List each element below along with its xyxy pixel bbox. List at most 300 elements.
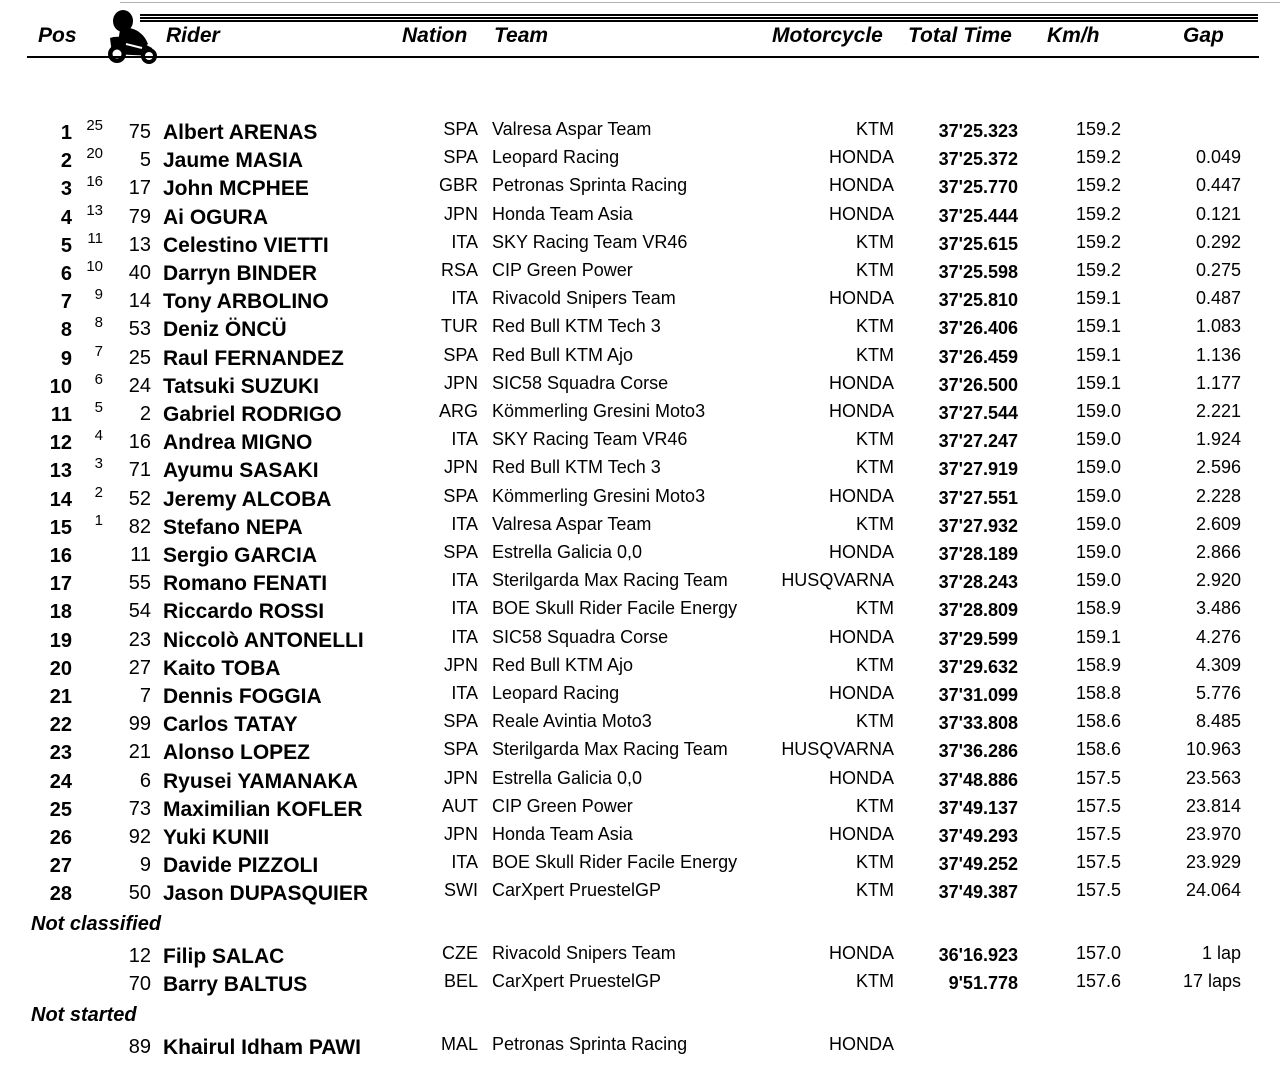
nation: SPA [443, 485, 478, 506]
position: 15 [49, 516, 72, 539]
speed-kmh: 159.0 [1075, 401, 1121, 421]
speed-kmh: 157.0 [1075, 943, 1121, 963]
column-header-gap: Gap [1183, 24, 1224, 47]
column-header-pos: Pos [38, 24, 77, 47]
team-name: Estrella Galicia 0,0 [492, 542, 643, 562]
gap: 0.292 [1195, 231, 1241, 252]
rider-number: 55 [128, 572, 151, 595]
team-name: Red Bull KTM Tech 3 [492, 457, 661, 478]
rider-name: Sergio GARCIA [163, 544, 318, 567]
gap: 2.609 [1195, 513, 1241, 534]
gap: 4.276 [1195, 626, 1241, 647]
position: 17 [49, 573, 72, 596]
rider-name: Yuki KUNII [163, 826, 270, 849]
speed-kmh: 159.1 [1075, 626, 1121, 647]
position: 28 [49, 883, 72, 906]
result-row [0, 822, 1280, 850]
position: 24 [49, 770, 72, 793]
speed-kmh: 159.1 [1075, 316, 1121, 337]
points: 3 [94, 455, 103, 473]
total-time: 37'36.286 [938, 741, 1018, 762]
total-time: 37'48.886 [938, 769, 1018, 790]
motorcycle: HONDA [828, 401, 894, 421]
motorcycle: HONDA [828, 485, 894, 506]
total-time: 37'31.099 [938, 685, 1018, 705]
nation: ITA [451, 288, 478, 309]
speed-kmh: 159.2 [1075, 175, 1121, 196]
position: 11 [50, 404, 72, 426]
position: 22 [49, 714, 72, 737]
motorcycle: KTM [856, 119, 894, 139]
team-name: Kömmerling Gresini Moto3 [492, 401, 706, 421]
nation: SPA [443, 711, 478, 732]
speed-kmh: 158.9 [1075, 598, 1121, 619]
speed-kmh: 159.1 [1075, 372, 1121, 393]
gap: 0.121 [1195, 203, 1241, 224]
speed-kmh: 159.2 [1075, 147, 1121, 168]
team-name: Petronas Sprinta Racing [492, 175, 688, 196]
team-name: Leopard Racing [492, 147, 620, 168]
rider-name: Romano FENATI [163, 572, 328, 596]
result-row [0, 625, 1280, 653]
rider-name: Dennis FOGGIA [163, 685, 322, 708]
nation: JPN [443, 654, 478, 675]
rider-name: Darryn BINDER [163, 262, 318, 285]
rider-name: John MCPHEE [163, 177, 309, 201]
nation: AUT [442, 795, 478, 816]
rider-number: 70 [128, 973, 151, 996]
nation: ARG [438, 401, 478, 421]
team-name: BOE Skull Rider Facile Energy [492, 598, 738, 619]
motorcycle: HONDA [828, 767, 894, 788]
speed-kmh: 157.5 [1075, 852, 1121, 873]
result-row [0, 941, 1280, 969]
motorcycle: KTM [856, 513, 894, 534]
speed-kmh: 159.0 [1075, 570, 1121, 591]
position: 21 [49, 686, 72, 708]
rider-name: Ryusei YAMANAKA [163, 769, 358, 793]
speed-kmh: 158.6 [1075, 739, 1121, 760]
result-row [0, 258, 1280, 286]
speed-kmh: 159.1 [1075, 288, 1121, 309]
nation: ITA [451, 598, 478, 619]
motorcycle: KTM [856, 971, 894, 992]
team-name: Valresa Aspar Team [492, 119, 652, 139]
position: 5 [60, 234, 72, 257]
speed-kmh: 158.6 [1075, 711, 1121, 732]
gap: 1.136 [1195, 344, 1241, 365]
team-name: CIP Green Power [492, 260, 633, 280]
rider-number: 5 [139, 149, 151, 172]
rider-name: Tatsuki SUZUKI [163, 374, 319, 398]
rider-number: 23 [128, 628, 151, 651]
speed-kmh: 157.5 [1075, 795, 1121, 816]
result-row [0, 343, 1280, 371]
section-not-classified: Not classified [31, 913, 162, 935]
result-row [0, 145, 1280, 173]
points: 8 [94, 314, 103, 332]
nation: SWI [444, 880, 478, 901]
team-name: Honda Team Asia [492, 203, 633, 224]
rider-name: Deniz ÖNCÜ [163, 318, 287, 342]
motorcycle: HONDA [828, 288, 894, 309]
column-header-team: Team [494, 24, 549, 47]
result-row [0, 1032, 1280, 1060]
team-name: Sterilgarda Max Racing Team [492, 739, 728, 760]
points: 1 [94, 511, 103, 529]
gap: 0.447 [1195, 175, 1241, 196]
rider-number: 71 [128, 459, 151, 482]
gap: 0.487 [1195, 288, 1241, 309]
motorcycle: KTM [856, 457, 894, 478]
rider-number: 53 [128, 318, 151, 341]
gap: 1.177 [1195, 372, 1241, 393]
motorcycle: KTM [856, 316, 894, 337]
rider-number: 50 [128, 882, 151, 905]
rider-name: Khairul Idham PAWI [163, 1036, 361, 1059]
gap: 23.814 [1185, 795, 1241, 816]
nation: SPA [443, 119, 478, 139]
rider-name: Niccolò ANTONELLI [163, 628, 364, 652]
rider-number: 6 [139, 769, 151, 792]
motorcycle: KTM [856, 711, 894, 732]
total-time: 37'29.632 [938, 656, 1018, 677]
nation: ITA [451, 852, 478, 873]
rider-number: 89 [128, 1036, 151, 1058]
team-name: Petronas Sprinta Racing [492, 1034, 688, 1054]
speed-kmh: 157.5 [1075, 880, 1121, 901]
total-time: 37'49.293 [938, 826, 1018, 846]
speed-kmh: 159.2 [1075, 260, 1121, 280]
gap: 0.049 [1195, 147, 1241, 168]
speed-kmh: 159.0 [1075, 485, 1121, 506]
result-row [0, 512, 1280, 540]
position: 25 [49, 798, 72, 821]
result-row [0, 709, 1280, 737]
rider-number: 7 [139, 685, 151, 707]
column-header-total-time: Total Time [908, 24, 1012, 47]
rider-name: Barry BALTUS [163, 973, 308, 997]
rider-number: 54 [128, 600, 151, 623]
rider-number: 11 [130, 544, 151, 566]
gap: 10.963 [1185, 739, 1241, 760]
nation: SPA [443, 739, 478, 760]
rider-name: Tony ARBOLINO [163, 290, 329, 314]
result-row [0, 737, 1280, 765]
nation: JPN [443, 372, 478, 393]
total-time: 37'27.932 [938, 515, 1018, 536]
rider-number: 9 [139, 854, 151, 877]
motorcycle: HONDA [828, 542, 894, 562]
nation: ITA [451, 626, 478, 647]
total-time: 37'33.808 [938, 713, 1018, 734]
nation: ITA [451, 429, 478, 450]
nation: CZE [442, 943, 478, 963]
result-row [0, 969, 1280, 997]
rider-name: Riccardo ROSSI [163, 600, 325, 624]
gap: 17 laps [1182, 971, 1241, 992]
rider-name: Ayumu SASAKI [163, 459, 319, 483]
rider-number: 27 [128, 656, 151, 679]
rider-name: Carlos TATAY [163, 713, 298, 737]
motorcycle: HUSQVARNA [781, 739, 894, 760]
result-row [0, 540, 1280, 568]
gap: 1 lap [1201, 943, 1241, 963]
rider-name: Kaito TOBA [163, 656, 281, 680]
gap: 2.221 [1195, 401, 1241, 421]
team-name: SKY Racing Team VR46 [492, 231, 688, 252]
rider-number: 12 [128, 945, 151, 967]
team-name: CIP Green Power [492, 795, 633, 816]
team-name: Sterilgarda Max Racing Team [492, 570, 728, 591]
team-name: Rivacold Snipers Team [492, 943, 676, 963]
points: 11 [87, 229, 103, 247]
total-time: 37'28.809 [938, 600, 1018, 621]
rider-name: Jason DUPASQUIER [163, 882, 368, 906]
rider-name: Raul FERNANDEZ [163, 346, 344, 370]
total-time: 36'16.923 [938, 945, 1018, 965]
rider-number: 99 [128, 713, 151, 736]
nation: ITA [451, 513, 478, 534]
team-name: CarXpert PruestelGP [492, 880, 662, 901]
total-time: 37'26.500 [938, 374, 1018, 395]
result-row [0, 173, 1280, 201]
points: 7 [94, 342, 103, 360]
gap: 2.228 [1195, 485, 1241, 506]
result-row [0, 399, 1280, 427]
motorcycle: KTM [856, 260, 894, 280]
motorcycle: HONDA [828, 203, 894, 224]
rider-number: 82 [128, 515, 151, 538]
rider-name: Filip SALAC [163, 945, 285, 968]
position: 12 [49, 432, 72, 455]
total-time: 37'28.243 [938, 572, 1018, 593]
speed-kmh: 159.2 [1075, 119, 1121, 139]
team-name: Valresa Aspar Team [492, 513, 652, 534]
result-row [0, 427, 1280, 455]
result-row [0, 794, 1280, 822]
position: 3 [60, 178, 72, 201]
rider-number: 25 [128, 346, 151, 369]
gap: 23.970 [1185, 824, 1241, 844]
result-row [0, 484, 1280, 512]
result-row [0, 117, 1280, 145]
total-time: 37'25.598 [938, 262, 1018, 282]
points: 10 [86, 258, 103, 275]
total-time: 37'25.444 [938, 205, 1018, 226]
rider-number: 24 [128, 374, 151, 397]
gap: 3.486 [1195, 598, 1241, 619]
result-row [0, 878, 1280, 906]
total-time: 37'26.459 [938, 346, 1018, 367]
rider-number: 92 [128, 826, 151, 848]
top-border-line [120, 2, 1280, 3]
rider-number: 75 [128, 121, 151, 143]
nation: SPA [443, 542, 478, 562]
rider-number: 16 [128, 431, 151, 454]
rider-name: Albert ARENAS [163, 121, 318, 144]
speed-kmh: 159.2 [1075, 231, 1121, 252]
header-rule [140, 14, 1258, 16]
gap: 8.485 [1195, 711, 1241, 732]
nation: GBR [438, 175, 478, 196]
nation: ITA [451, 683, 478, 703]
gap: 4.309 [1195, 654, 1241, 675]
result-row [0, 850, 1280, 878]
motorcycle: KTM [856, 231, 894, 252]
gap: 2.596 [1195, 457, 1241, 478]
position: 27 [49, 855, 72, 878]
speed-kmh: 159.0 [1075, 429, 1121, 450]
position: 9 [60, 347, 72, 370]
nation: TUR [441, 316, 478, 337]
nation: RSA [440, 260, 478, 280]
result-row [0, 286, 1280, 314]
team-name: Red Bull KTM Ajo [492, 344, 634, 365]
team-name: Estrella Galicia 0,0 [492, 767, 643, 788]
total-time: 37'27.919 [938, 459, 1018, 480]
motorcycle: KTM [856, 429, 894, 450]
points: 2 [94, 483, 103, 501]
nation: MAL [440, 1034, 478, 1054]
motorcycle: HONDA [828, 175, 894, 196]
speed-kmh: 157.5 [1075, 824, 1121, 844]
speed-kmh: 159.0 [1075, 513, 1121, 534]
speed-kmh: 157.6 [1075, 971, 1121, 992]
points: 9 [94, 286, 103, 304]
nation: JPN [443, 203, 478, 224]
team-name: Red Bull KTM Tech 3 [492, 316, 661, 337]
motorcycle: KTM [856, 795, 894, 816]
position: 4 [60, 206, 72, 229]
rider-name: Gabriel RODRIGO [163, 403, 342, 426]
nation: SPA [443, 344, 478, 365]
gap: 1.924 [1195, 429, 1241, 450]
total-time: 37'25.323 [938, 121, 1018, 141]
team-name: CarXpert PruestelGP [492, 971, 662, 992]
total-time: 37'25.810 [938, 290, 1018, 311]
rider-name: Maximilian KOFLER [163, 797, 363, 821]
position: 16 [49, 545, 72, 567]
header-rule [140, 17, 1258, 19]
team-name: BOE Skull Rider Facile Energy [492, 852, 738, 873]
speed-kmh: 157.5 [1075, 767, 1121, 788]
gap: 2.866 [1195, 542, 1241, 562]
speed-kmh: 159.0 [1075, 457, 1121, 478]
rider-name: Jaume MASIA [163, 149, 304, 173]
motorcycle: KTM [856, 344, 894, 365]
column-header-nation: Nation [402, 24, 468, 47]
total-time: 37'25.372 [938, 149, 1018, 170]
position: 8 [60, 319, 72, 342]
position: 23 [49, 742, 72, 765]
result-row [0, 371, 1280, 399]
team-name: SKY Racing Team VR46 [492, 429, 688, 450]
total-time: 37'27.544 [938, 403, 1018, 423]
total-time: 37'49.137 [938, 797, 1018, 818]
column-header-rider: Rider [166, 24, 220, 47]
total-time: 37'49.387 [938, 882, 1018, 903]
motorcycle: HONDA [828, 147, 894, 168]
nation: ITA [451, 231, 478, 252]
points: 20 [86, 145, 103, 163]
result-row [0, 455, 1280, 483]
nation: SPA [443, 147, 478, 168]
column-header-kmh: Km/h [1047, 24, 1100, 47]
position: 18 [49, 601, 72, 624]
gap: 2.920 [1195, 570, 1241, 591]
position: 19 [49, 629, 72, 652]
team-name: SIC58 Squadra Corse [492, 626, 669, 647]
motorcycle: KTM [856, 598, 894, 619]
total-time: 37'29.599 [938, 628, 1018, 649]
result-row [0, 202, 1280, 230]
nation: BEL [443, 971, 478, 992]
rider-number: 14 [128, 290, 151, 313]
position: 1 [60, 122, 72, 144]
rider-number: 73 [128, 797, 151, 820]
points: 25 [86, 117, 103, 134]
speed-kmh: 158.9 [1075, 654, 1121, 675]
total-time: 37'27.551 [938, 487, 1018, 508]
team-name: Red Bull KTM Ajo [492, 654, 634, 675]
motorcycle: HONDA [828, 943, 894, 963]
rider-number: 52 [128, 487, 151, 510]
result-row [0, 230, 1280, 258]
total-time: 9'51.778 [948, 973, 1018, 994]
rider-number: 17 [128, 177, 151, 200]
rider-name: Jeremy ALCOBA [163, 487, 332, 511]
speed-kmh: 159.0 [1075, 542, 1121, 562]
position: 14 [49, 488, 72, 511]
points: 4 [94, 427, 103, 445]
rider-number: 2 [139, 403, 151, 425]
header-underline [27, 56, 1259, 58]
position: 2 [60, 150, 72, 173]
rider-name: Davide PIZZOLI [163, 854, 319, 878]
motorcycle: HONDA [828, 372, 894, 393]
motorcycle: KTM [856, 852, 894, 873]
speed-kmh: 158.8 [1075, 683, 1121, 703]
rider-name: Ai OGURA [163, 205, 268, 229]
rider-name: Stefano NEPA [163, 515, 303, 539]
total-time: 37'49.252 [938, 854, 1018, 875]
position: 26 [49, 827, 72, 849]
speed-kmh: 159.2 [1075, 203, 1121, 224]
nation: JPN [443, 457, 478, 478]
result-row [0, 314, 1280, 342]
team-name: Rivacold Snipers Team [492, 288, 676, 309]
result-row [0, 596, 1280, 624]
points: 13 [86, 201, 103, 219]
nation: JPN [443, 824, 478, 844]
position: 20 [49, 657, 72, 680]
total-time: 37'27.247 [938, 431, 1018, 452]
team-name: Honda Team Asia [492, 824, 633, 844]
points: 5 [94, 399, 103, 416]
points: 16 [86, 173, 103, 191]
motorcycle: HUSQVARNA [781, 570, 894, 591]
rider-number: 40 [128, 262, 151, 284]
rider-name: Celestino VIETTI [163, 233, 329, 257]
team-name: Reale Avintia Moto3 [492, 711, 652, 732]
position: 7 [60, 291, 72, 314]
column-header-motorcycle: Motorcycle [772, 24, 883, 47]
rider-number: 21 [128, 741, 151, 764]
motorcycle: HONDA [828, 683, 894, 703]
gap: 1.083 [1195, 316, 1241, 337]
gap: 23.929 [1185, 852, 1241, 873]
